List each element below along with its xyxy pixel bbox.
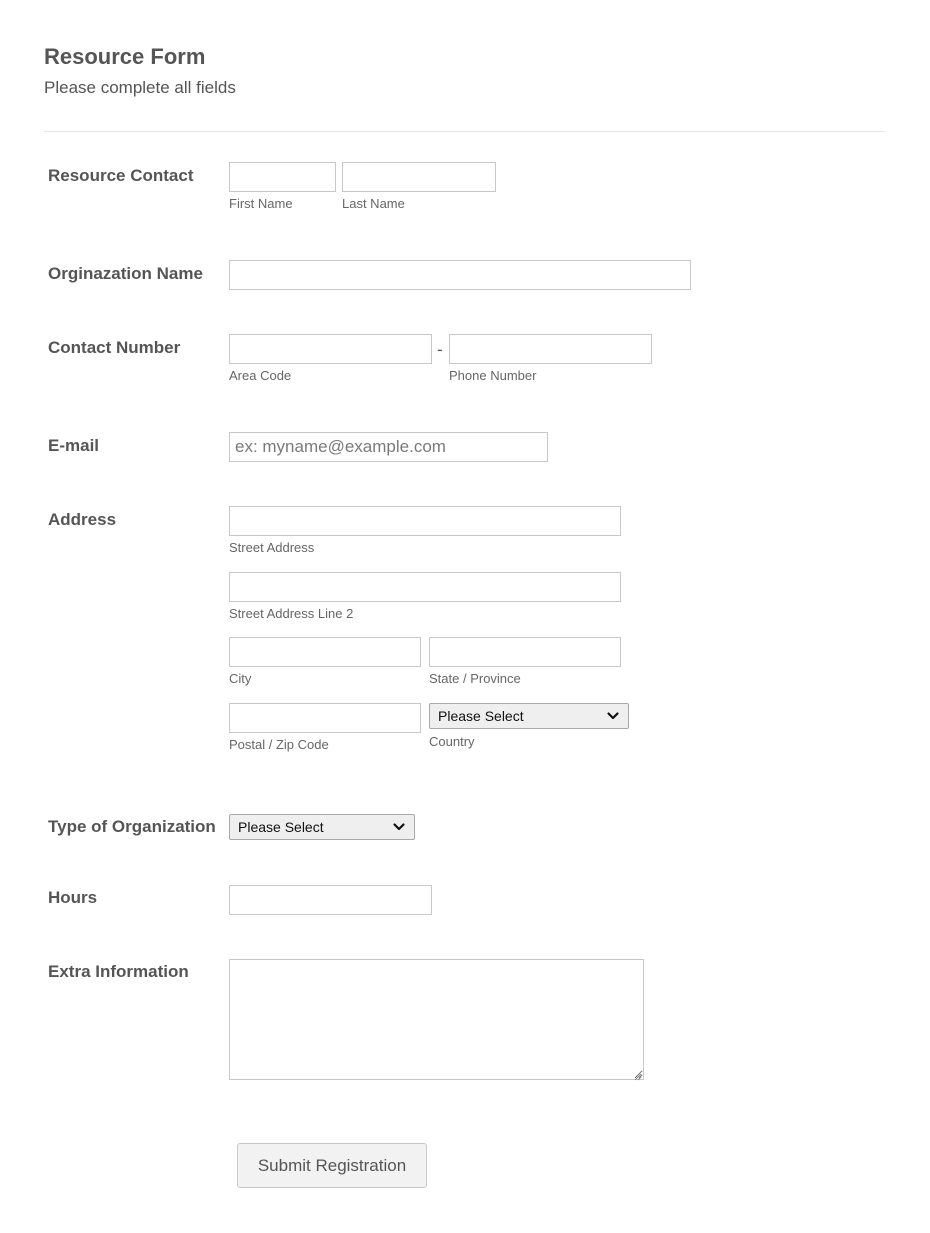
organization-type-select[interactable] (229, 814, 415, 840)
state-province-sublabel: State / Province (429, 671, 521, 686)
phone-separator: - (437, 340, 443, 359)
street-address-line2-sublabel: Street Address Line 2 (229, 606, 354, 621)
street-address-line2-input[interactable] (229, 572, 621, 602)
last-name-input[interactable] (342, 162, 496, 192)
hours-label: Hours (48, 888, 98, 907)
organization-type-label: Type of Organization (48, 817, 216, 836)
organization-name-label: Orginazation Name (48, 264, 203, 283)
resize-grip-icon[interactable] (632, 1068, 642, 1078)
street-address-input[interactable] (229, 506, 621, 536)
phone-number-input[interactable] (449, 334, 652, 364)
chevron-down-icon (392, 820, 406, 834)
state-province-input[interactable] (429, 637, 621, 667)
address-label: Address (48, 510, 117, 529)
email-label: E-mail (48, 436, 100, 455)
area-code-sublabel: Area Code (229, 368, 292, 383)
first-name-input[interactable] (229, 162, 336, 192)
organization-name-input[interactable] (229, 260, 691, 290)
postal-code-input[interactable] (229, 703, 421, 733)
phone-number-sublabel: Phone Number (449, 368, 537, 383)
country-select[interactable] (429, 703, 629, 729)
extra-information-label: Extra Information (48, 962, 189, 981)
submit-registration-button[interactable]: Submit Registration (237, 1143, 427, 1188)
hours-input[interactable] (229, 885, 432, 915)
header-divider (44, 131, 885, 132)
organization-type-select-value: Please Select (238, 819, 324, 835)
country-select-value: Please Select (438, 708, 524, 724)
city-sublabel: City (229, 671, 252, 686)
form-title: Resource Form (44, 44, 206, 69)
area-code-input[interactable] (229, 334, 432, 364)
street-address-sublabel: Street Address (229, 540, 315, 555)
email-input[interactable] (229, 432, 548, 462)
postal-code-sublabel: Postal / Zip Code (229, 737, 329, 752)
city-input[interactable] (229, 637, 421, 667)
country-sublabel: Country (429, 734, 475, 749)
resource-contact-label: Resource Contact (48, 166, 194, 185)
contact-number-label: Contact Number (48, 338, 181, 357)
last-name-sublabel: Last Name (342, 196, 405, 211)
extra-information-textarea[interactable] (229, 959, 644, 1080)
chevron-down-icon (606, 709, 620, 723)
first-name-sublabel: First Name (229, 196, 293, 211)
form-subtitle: Please complete all fields (44, 78, 236, 97)
